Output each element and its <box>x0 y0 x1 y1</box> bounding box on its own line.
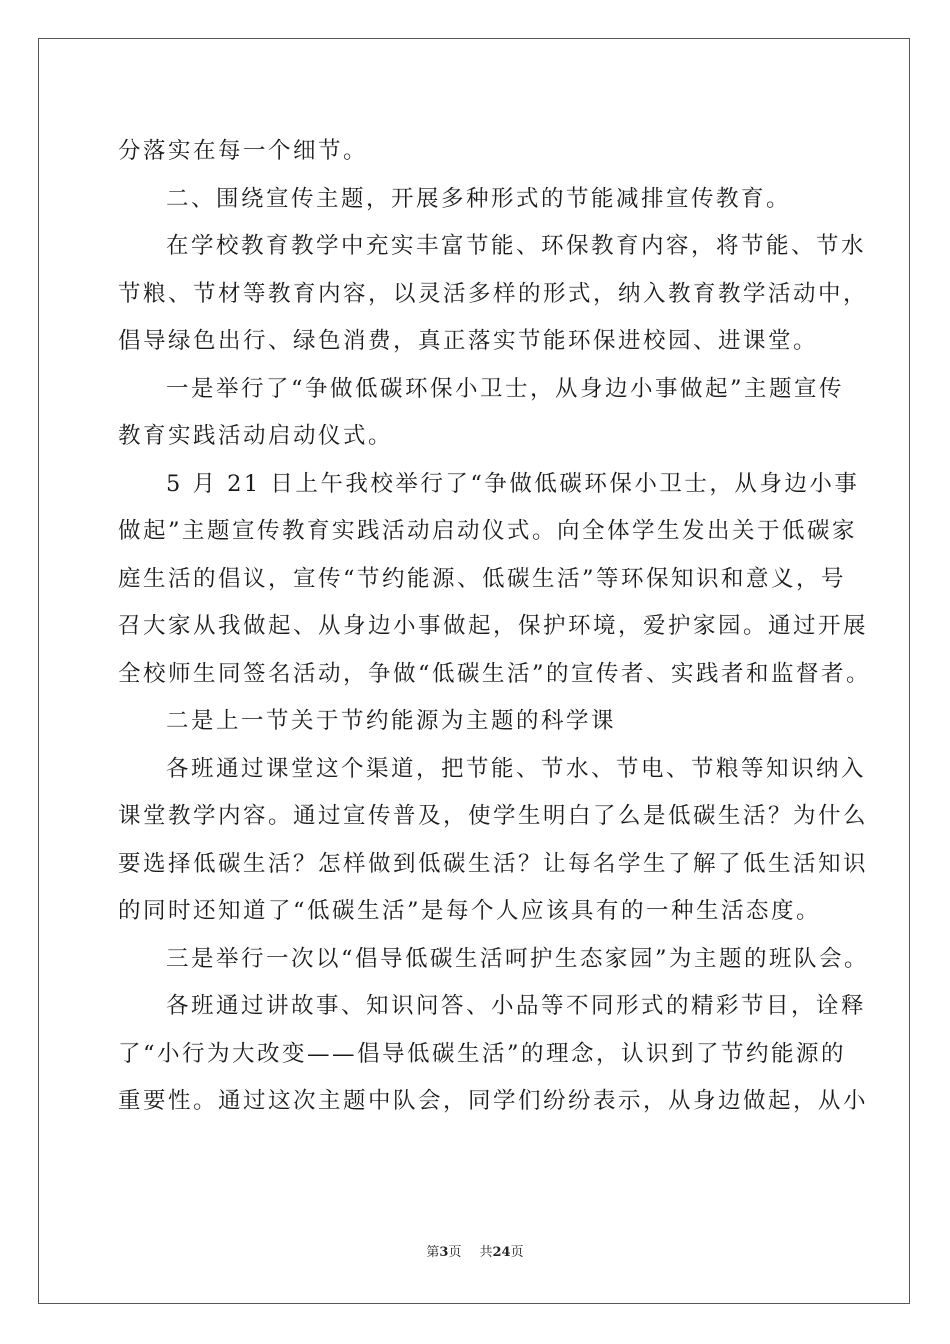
text-line: 各班通过讲故事、知识问答、小品等不同形式的精彩节目，诠释 <box>166 993 867 1019</box>
text-line: 做起”主题宣传教育实践活动启动仪式。向全体学生发出关于低碳家 <box>118 518 858 544</box>
total-prefix: 共 <box>479 1245 493 1260</box>
text-line: 了“小行为大改变——倡导低碳生活”的理念，认识到了节约能源的 <box>118 1040 847 1067</box>
text-line: 分落实在每一个细节。 <box>118 138 369 164</box>
page-footer <box>0 1245 950 1261</box>
page-number <box>426 1245 461 1260</box>
text-line: 二是上一节关于节约能源为主题的科学课 <box>166 708 617 734</box>
text-line: 三是举行一次以“倡导低碳生活呵护生态家园”为主题的班队会。 <box>166 945 870 972</box>
text-line: 重要性。通过这次主题中队会，同学们纷纷表示，从身边做起，从小 <box>118 1088 869 1114</box>
text-line: 在学校教育教学中充实丰富节能、环保教育内容，将节能、节水 <box>166 233 867 259</box>
text-line: 的同时还知道了“低碳生活”是每个人应该具有的一种生活态度。 <box>118 898 822 924</box>
page-suffix: 页 <box>448 1245 462 1260</box>
page-total: 24 <box>492 1245 511 1260</box>
page-current: 3 <box>439 1245 449 1260</box>
text-line: 庭生活的倡议，宣传“节约能源、低碳生活”等环保知识和意义，号 <box>118 565 847 592</box>
text-line: 各班通过课堂这个渠道，把节能、节水、节电、节粮等知识纳入 <box>166 755 867 782</box>
document-body <box>118 128 872 1126</box>
text-line: 倡导绿色出行、绿色消费，真正落实节能环保进校园、进课堂。 <box>118 328 819 354</box>
text-line: 教育实践活动启动仪式。 <box>118 423 394 449</box>
total-suffix: 页 <box>510 1245 524 1260</box>
text-line: 节粮、节材等教育内容，以灵活多样的形式，纳入教育教学活动中， <box>118 280 869 307</box>
page-prefix: 第 <box>426 1245 440 1260</box>
text-line: 5 月 21 日上午我校举行了“争做低碳环保小卫士，从身边小事 <box>166 470 860 497</box>
page-total-label <box>479 1245 523 1260</box>
text-line: 召大家从我做起、从身边小事做起，保护环境，爱护家园。通过开展 <box>118 613 869 639</box>
text-line: 二、围绕宣传主题，开展多种形式的节能减排宣传教育。 <box>166 185 792 212</box>
text-line: 要选择低碳生活？怎样做到低碳生活？让每名学生了解了低生活知识 <box>118 850 869 877</box>
text-line: 一是举行了“争做低碳环保小卫士，从身边小事做起”主题宣传 <box>166 375 845 402</box>
text-line: 课堂教学内容。通过宣传普及，使学生明白了么是低碳生活？为什么 <box>118 803 869 829</box>
text-line: 全校师生同签名活动，争做“低碳生活”的宣传者、实践者和监督者。 <box>118 660 872 687</box>
